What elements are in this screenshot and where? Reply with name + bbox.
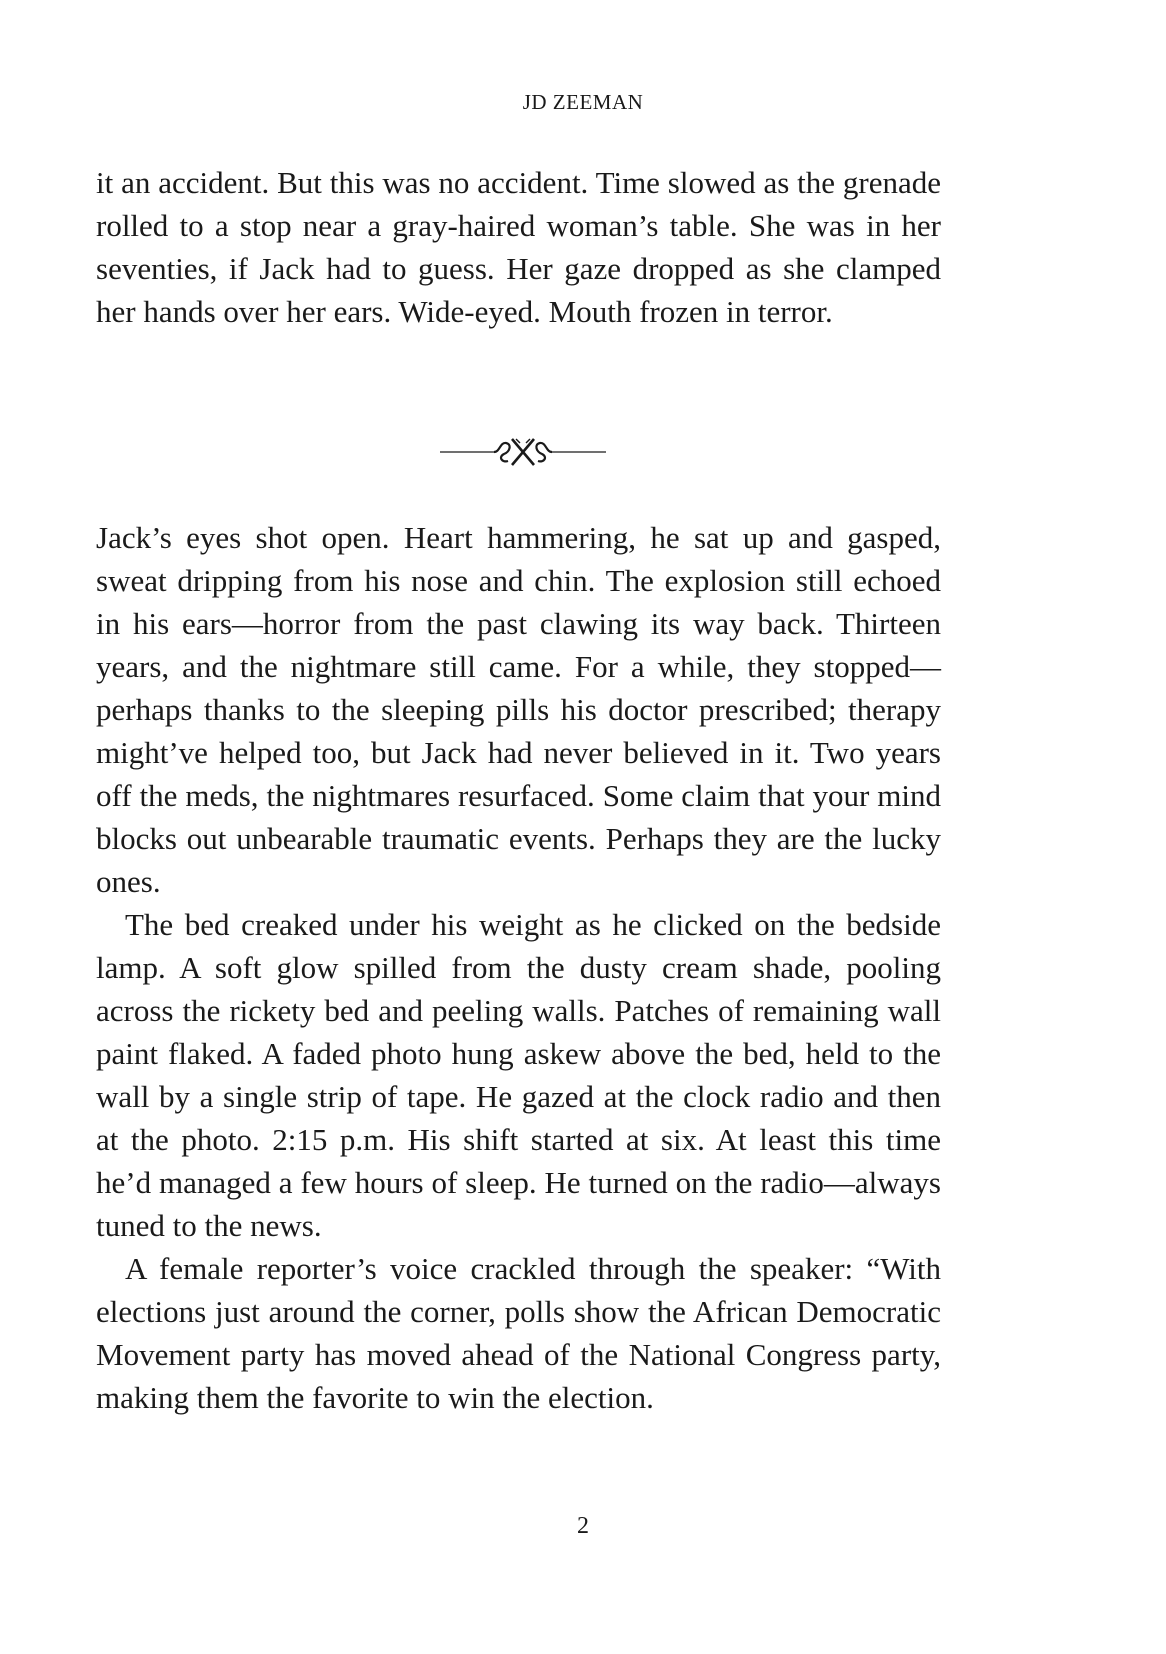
text-block-main [96, 516, 941, 1419]
scene-break-ornament-icon [440, 430, 606, 474]
paragraph: The bed creaked under his weight as he clicked on the bedside lamp. A soft glow spilled from the dusty cream shade, pooling across the rickety bed and peeling walls. Patches of remaining wall paint flaked. A faded photo hung askew above the bed, held to the wall by a single strip of tape. He gazed at the clock radio and then at the photo. 2:15 p.m. His shift started at six. At least this time he’d managed a few hours of sleep. He turned on the radio—always tuned to the news. [96, 907, 941, 1243]
paragraph: it an accident. But this was no accident. Time slowed as the grenade rolled to a stop near a gray-haired woman’s table. She was in her seventies, if Jack had to guess. Her gaze dropped as she clamped her hands over her ears. Wide-eyed. Mouth frozen in terror. [96, 165, 941, 329]
page-number: 2 [577, 1513, 589, 1539]
paragraph: Jack’s eyes shot open. Heart hammering, he sat up and gasped, sweat dripping from his nose and chin. The explosion still echoed in his ears—horror from the past clawing its way back. Thirteen years, and the nightmare still came. For a while, they stopped—perhaps thanks to the sleeping pills his doctor prescribed; therapy might’ve helped too, but Jack had never believed in it. Two years off the meds, the nightmares resurfaced. Some claim that your mind blocks out unbearable traumatic events. Perhaps they are the lucky ones. [96, 520, 941, 899]
text-block-top [96, 161, 941, 333]
running-header: JD ZEEMAN [522, 90, 644, 114]
paragraph: A female reporter’s voice crackled through the speaker: “With elections just around the corner, polls show the African Democratic Movement party has moved ahead of the National Congress party, making them the favorite to win the election. [96, 1251, 941, 1415]
